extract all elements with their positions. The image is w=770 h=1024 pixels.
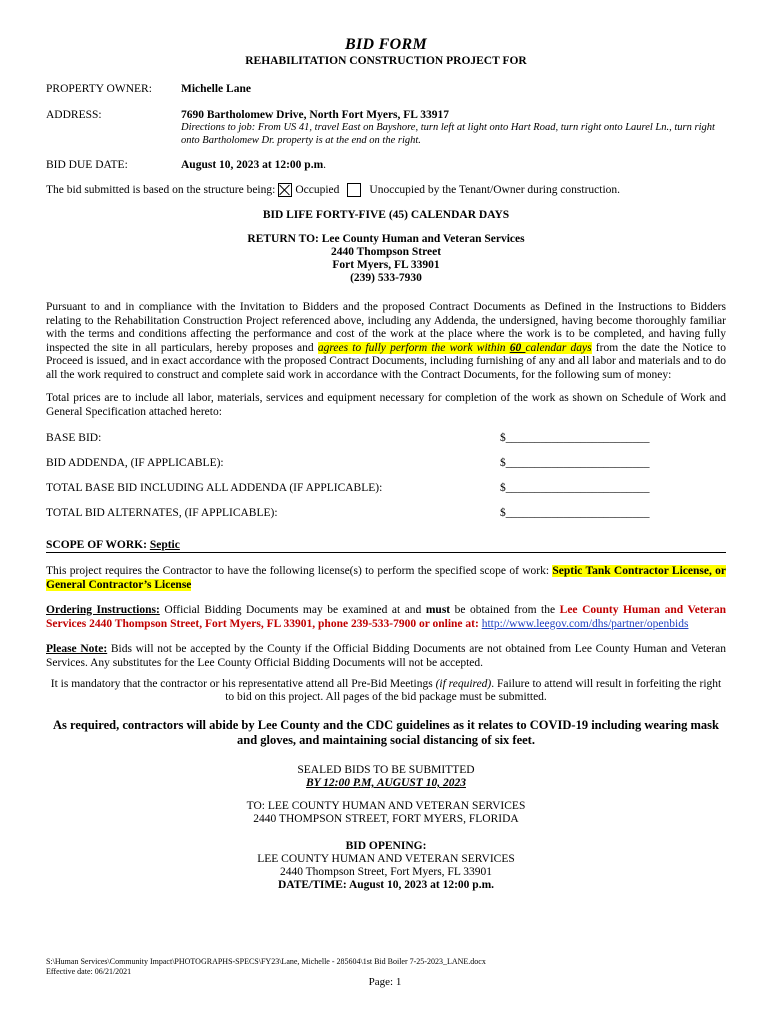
addenda-bid-field[interactable]: $_________________________ xyxy=(500,457,650,469)
return-to-block xyxy=(46,233,726,285)
scope-value: Septic xyxy=(149,539,180,551)
due-value: August 10, 2023 at 12:00 p.m xyxy=(181,159,324,171)
bid-line: BID ADDENDA, (IF APPLICABLE): $_________________________ xyxy=(46,457,726,469)
owner-value: Michelle Lane xyxy=(181,83,251,95)
bid-opening-block: BID OPENING: LEE COUNTY HUMAN AND VETERAN SERVICES 2440 Thompson Street, Fort Myers, FL 33901 DATE/TIME: August 10, 2023 at 12:00 p.m. xyxy=(257,840,515,891)
owner-label: PROPERTY OWNER: xyxy=(46,83,152,95)
to-block: TO: LEE COUNTY HUMAN AND VETERAN SERVICES 2440 THOMPSON STREET, FORT MYERS, FLORIDA xyxy=(246,800,526,825)
bid-line: TOTAL BASE BID INCLUDING ALL ADDENDA (IF APPLICABLE): $_________________________ xyxy=(46,482,726,494)
bid-life: BID LIFE FORTY-FIVE (45) CALENDAR DAYS xyxy=(262,209,510,221)
footer-path: S:\Human Services\Community Impact\PHOTOGRAPHS-SPECS\FY23\Lane, Michelle - 285604\1st Bid Boiler 7-25-2023_LANE.docx xyxy=(46,957,486,966)
return-label: RETURN TO: xyxy=(247,233,319,245)
footer-effective: Effective date: 06/21/2021 xyxy=(46,967,132,976)
return-phone: (239) 533-7930 xyxy=(350,272,422,284)
occupied-checkbox[interactable] xyxy=(278,183,292,197)
total-bid-field[interactable]: $_________________________ xyxy=(500,482,650,494)
totals-note: Total prices are to include all labor, materials, services and equipment necessary for completion of the work as shown on Schedule of Work and General Specification attached hereto: xyxy=(46,392,726,418)
days-value: 60 xyxy=(509,341,526,354)
unoccupied-checkbox[interactable] xyxy=(347,183,361,197)
return-city: Fort Myers, FL 33901 xyxy=(332,259,440,271)
openbids-link[interactable]: http://www.leegov.com/dhs/partner/openbids xyxy=(481,617,689,630)
return-street: 2440 Thompson Street xyxy=(330,246,442,258)
address-label: ADDRESS: xyxy=(46,109,102,121)
base-bid-field[interactable]: $_________________________ xyxy=(500,432,650,444)
due-row: BID DUE DATE: August 10, 2023 at 12:00 p.m . xyxy=(46,159,327,171)
directions-text: Directions to job: From US 41, travel East on Bayshore, turn left at light onto Hart Road, turn right onto Laurel Ln., turn right onto Bartholomew Dr. property is at the end on the right. xyxy=(181,122,715,146)
due-label: BID DUE DATE: xyxy=(46,159,128,171)
address-row xyxy=(46,109,726,121)
scope-of-work: SCOPE OF WORK: Septic xyxy=(46,539,726,553)
structure-row xyxy=(46,183,726,197)
bid-line: BASE BID: $_________________________ xyxy=(46,432,726,444)
page-subtitle: REHABILITATION CONSTRUCTION PROJECT FOR xyxy=(245,55,527,67)
intro-paragraph: Pursuant to and in compliance with the Invitation to Bidders and the proposed Contract Documents as Defined in the Instructions to Bidders relating to the Rehabilitation Construction Project referenced above, including any Addenda, the undersigned, having become thoroughly familiar with the terms and conditions affecting the performance and cost of the work at the place where the work is to be completed, and having fully inspected the site in all particulars, hereby proposes and agrees to fully perform the work within 60 calendar days from the date the Notice to Proceed is issued, and in exact accordance with the proposed Contract Documents, including furnishing of any and all labor and materials and to do all the work required to construct and complete said work in accordance with the Contract Documents, for the following sum of money: xyxy=(46,301,727,381)
sealed-bids-block: SEALED BIDS TO BE SUBMITTED BY 12:00 P.M, AUGUST 10, 2023 xyxy=(297,764,475,789)
footer xyxy=(46,957,486,977)
please-note-paragraph: Please Note: Bids will not be accepted by the County if the Official Bidding Documents are not obtained from Lee County Human and Veteran Services. Any substitutes for the Lee County Official Bidding Documents will not be accepted. xyxy=(46,643,726,669)
page-number: Page: 1 xyxy=(368,976,402,988)
owner-row xyxy=(46,83,726,95)
bid-line: TOTAL BID ALTERNATES, (IF APPLICABLE): $_________________________ xyxy=(46,507,726,519)
page-title: BID FORM xyxy=(345,36,427,53)
unoccupied-label: Unoccupied by the Tenant/Owner during construction. xyxy=(369,184,621,196)
bid-form-page xyxy=(46,36,726,892)
alternates-bid-field[interactable]: $_________________________ xyxy=(500,507,650,519)
ordering-paragraph: Ordering Instructions: Official Bidding Documents may be examined at and must be obtained from the Lee County Human and Veteran Services 2440 Thompson Street, Fort Myers, FL 33901, phone 239-533-7900 or online at: http://www.leegov.com/dhs/partner/openbids xyxy=(46,604,727,630)
occupied-label: Occupied xyxy=(295,184,340,196)
mandatory-paragraph: It is mandatory that the contractor or his representative attend all Pre-Bid Meetings (if required). Failure to attend will result in forfeiting the right to bid on this project. All pages of the bid package must be submitted. xyxy=(50,678,722,703)
return-org: Lee County Human and Veteran Services xyxy=(321,233,525,245)
bid-amounts xyxy=(46,432,726,519)
structure-prefix: The bid submitted is based on the structure being: xyxy=(46,184,276,196)
covid-notice: As required, contractors will abide by Lee County and the CDC guidelines as it relates to COVID-19 including wearing mask and gloves, and maintaining social distancing of six feet. xyxy=(53,718,719,747)
license-paragraph: This project requires the Contractor to have the following license(s) to perform the specified scope of work: Septic Tank Contractor License, or General Contractor’s License xyxy=(46,565,727,591)
address-value: 7690 Bartholomew Drive, North Fort Myers, FL 33917 xyxy=(181,109,449,121)
